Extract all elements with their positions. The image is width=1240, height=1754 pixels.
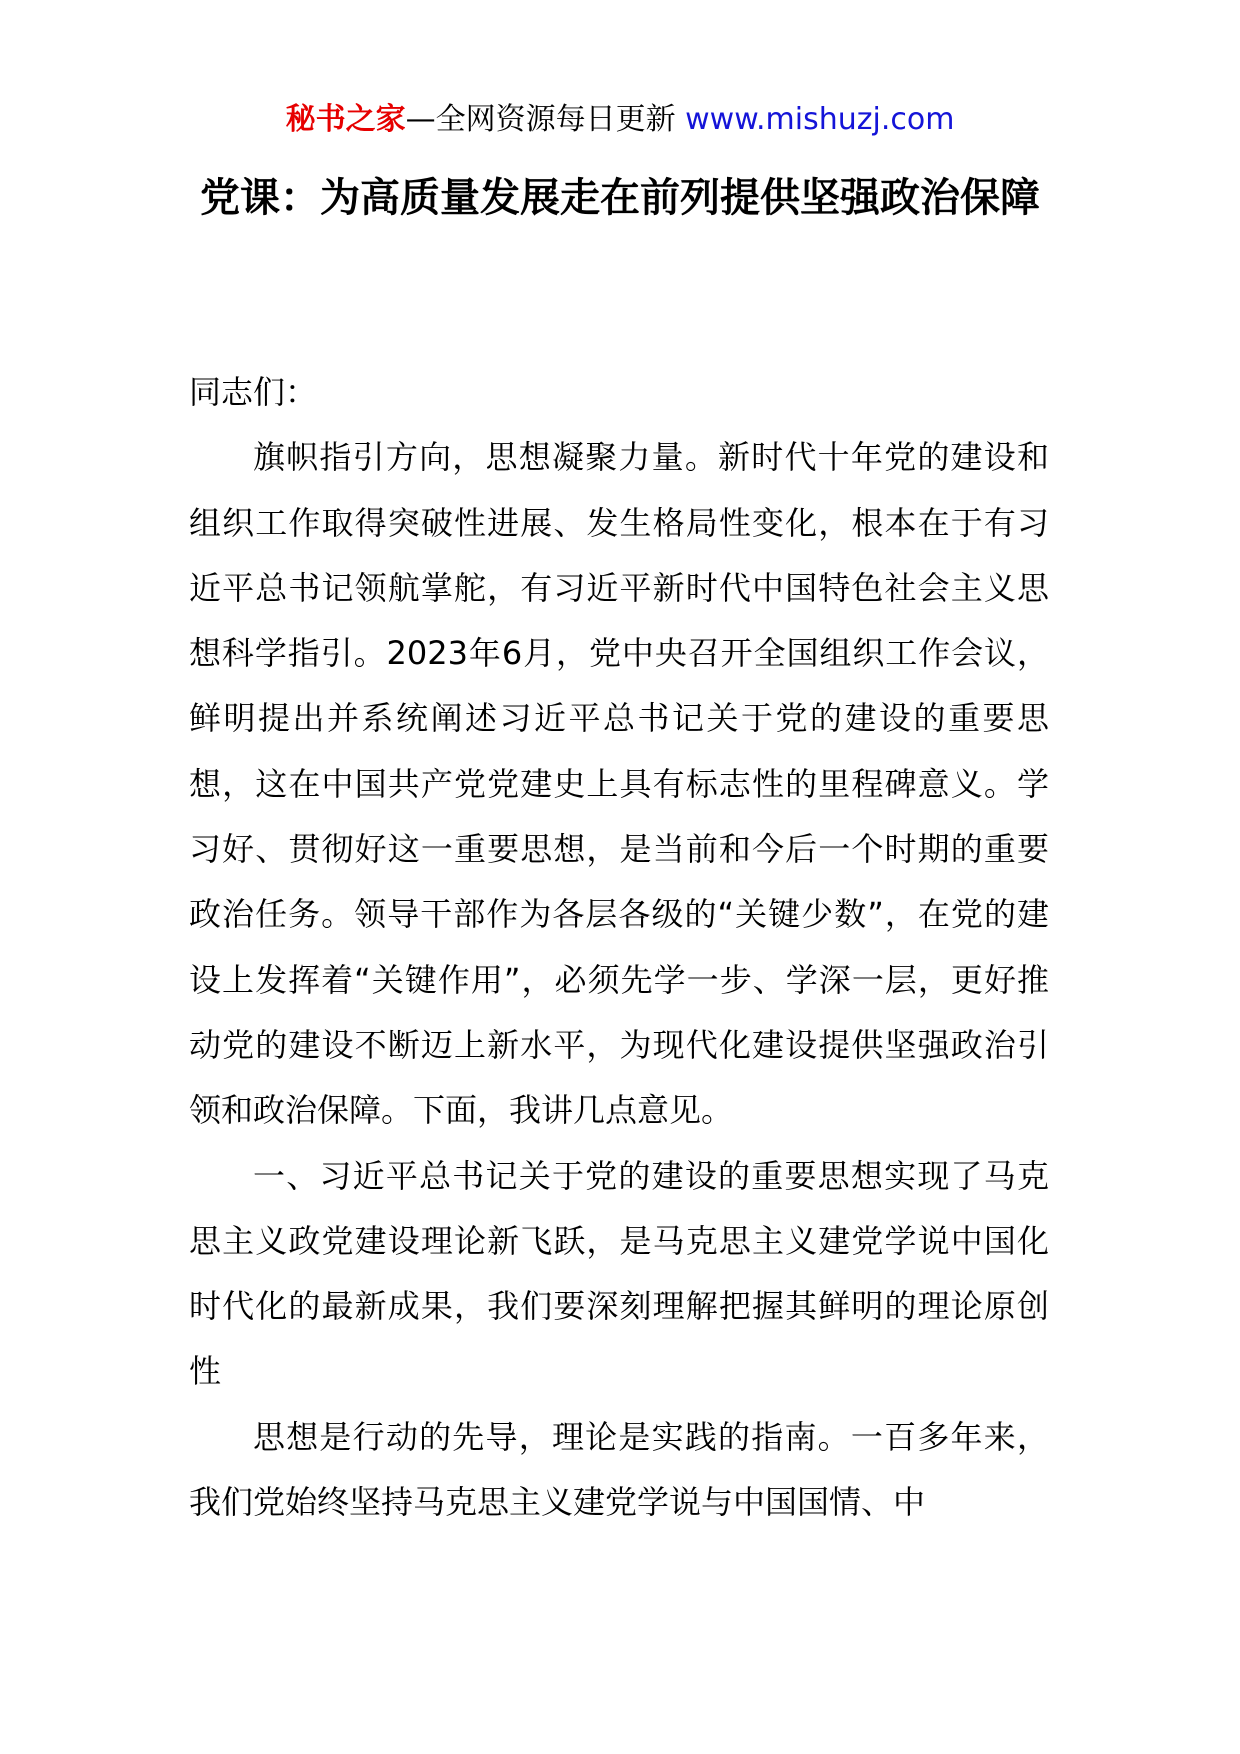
section-heading: 一、习近平总书记关于党的建设的重要思想实现了马克思主义政党建设理论新飞跃，是马克思主义建党学说中国化时代化的最新成果，我们要深刻理解把握其鲜明的理论原创性 xyxy=(189,1156,1049,1391)
salutation: 同志们： xyxy=(189,373,318,411)
document-title: 党课：为高质量发展走在前列提供坚强政治保障 xyxy=(200,175,1040,221)
site-tagline: —全网资源每日更新 xyxy=(405,102,686,137)
site-url-link[interactable]: www.mishuzj.com xyxy=(685,102,955,137)
site-brand: 秘书之家 xyxy=(285,102,406,137)
site-header xyxy=(0,100,1240,140)
body-paragraph: 思想是行动的先导，理论是实践的指南。一百多年来，我们党始终坚持马克思主义建党学说与中国国情、中 xyxy=(189,1417,1049,1522)
document-body xyxy=(189,360,1049,1535)
body-paragraph: 旗帜指引方向，思想凝聚力量。新时代十年党的建设和组织工作取得突破性进展、发生格局性变化，根本在于有习近平总书记领航掌舵，有习近平新时代中国特色社会主义思想科学指引。2023年6月，党中央召开全国组织工作会议，鲜明提出并系统阐述习近平总书记关于党的建设的重要思想，这在中国共产党党建史上具有标志性的里程碑意义。学习好、贯彻好这一重要思想，是当前和今后一个时期的重要政治任务。领导干部作为各层各级的“关键少数”，在党的建设上发挥着“关键作用”，必须先学一步、学深一层，更好推动党的建设不断迈上新水平，为现代化建设提供坚强政治引领和政治保障。下面，我讲几点意见。 xyxy=(189,438,1049,1130)
